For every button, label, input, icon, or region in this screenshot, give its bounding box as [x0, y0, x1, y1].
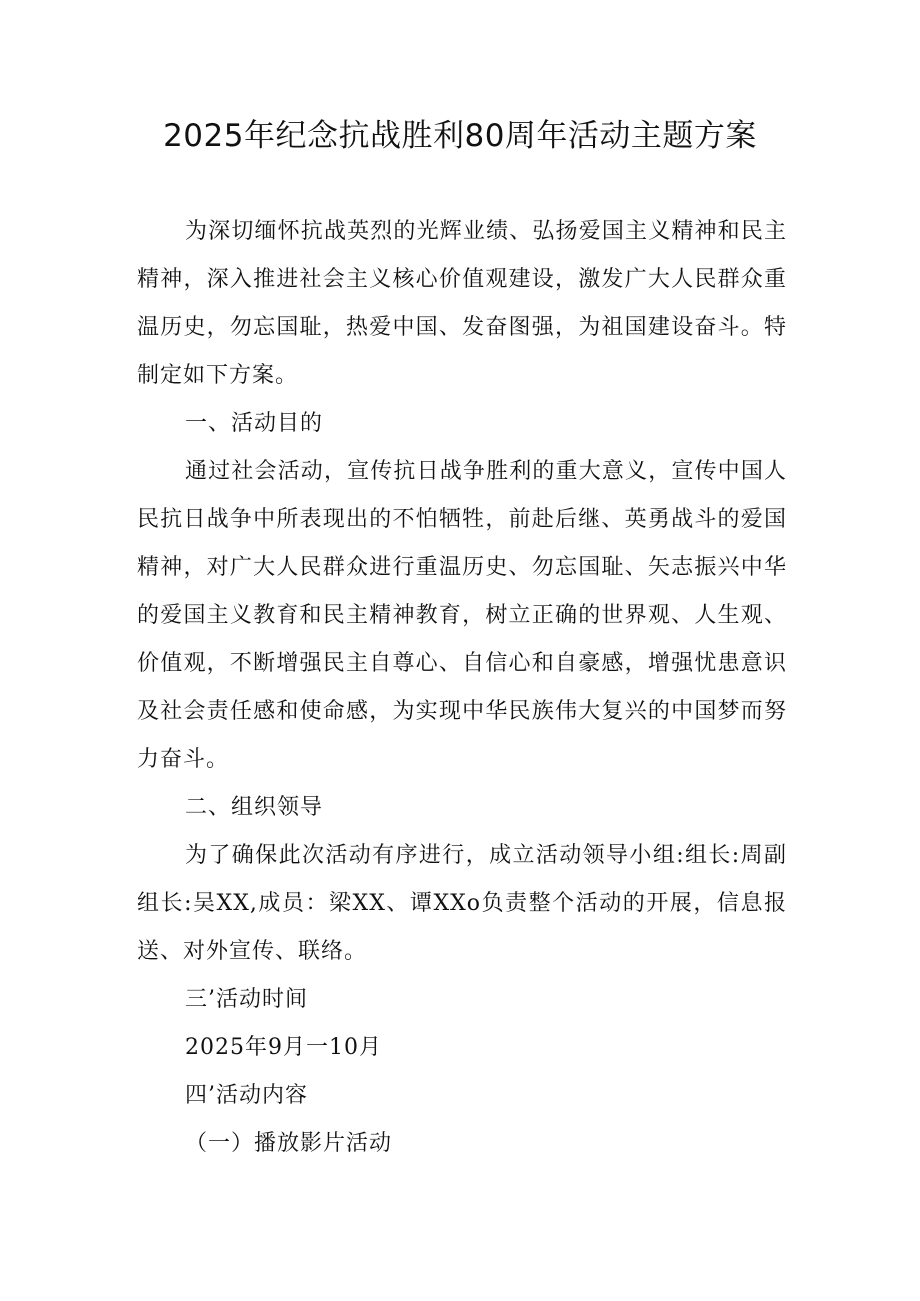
section-heading-content: 四’活动内容 — [185, 1083, 308, 1108]
document-body — [137, 208, 787, 1168]
section-heading-time: 三’活动时间 — [185, 987, 308, 1012]
time-paragraph: 2025年9月一10月 — [185, 1035, 382, 1060]
purpose-paragraph: 通过社会活动，宣传抗日战争胜利的重大意义，宣传中国人民抗日战争中所表现出的不怕牺牲，前赴后继、英勇战斗的爱国精神，对广大人民群众进行重温历史、勿忘国耻、矢志振兴中华的爱国主义教育和民主精神教育，树立正确的世界观、人生观、价值观，不断增强民主自尊心、自信心和自豪感，增强忧患意识及社会责任感和使命感，为实现中华民族伟大复兴的中国梦而努力奋斗。 — [137, 459, 787, 772]
section-heading-purpose: 一、活动目的 — [185, 411, 324, 436]
subsection-heading-film: （一）播放影片活动 — [185, 1131, 393, 1156]
section-heading-leadership: 二、组织领导 — [185, 795, 324, 820]
document-title: 2025年纪念抗战胜利80周年活动主题方案 — [163, 118, 757, 154]
intro-paragraph: 为深切缅怀抗战英烈的光辉业绩、弘扬爱国主义精神和民主精神，深入推进社会主义核心价值观建设，激发广大人民群众重温历史，勿忘国耻，热爱中国、发奋图强，为祖国建设奋斗。特制定如下方案。 — [137, 219, 787, 388]
leadership-paragraph: 为了确保此次活动有序进行，成立活动领导小组:组长:周副组长:吴XX,成员：梁XX、谭XXo负责整个活动的开展，信息报送、对外宣传、联络。 — [137, 843, 787, 964]
